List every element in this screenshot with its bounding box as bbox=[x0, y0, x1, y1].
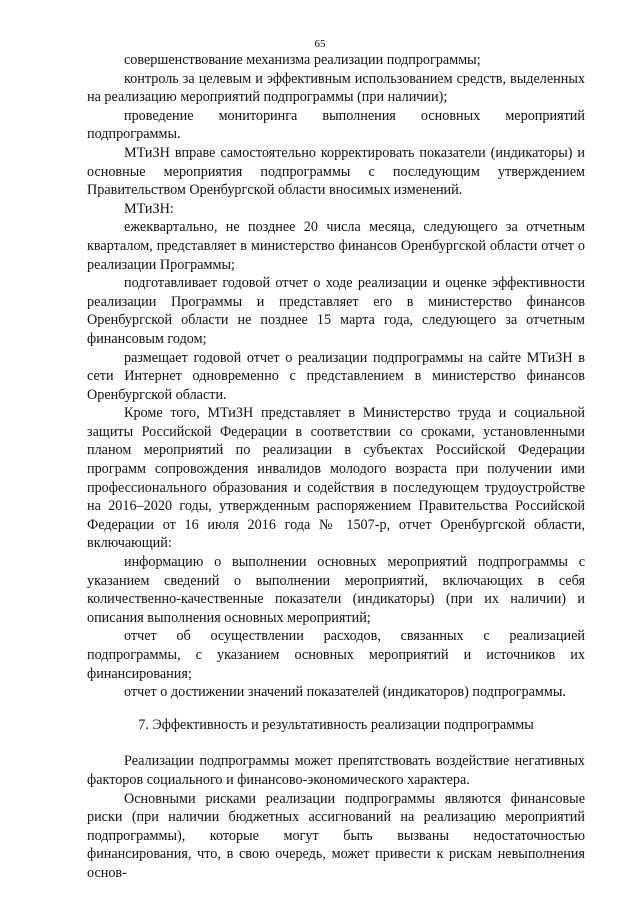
paragraph: ежеквартально, не позднее 20 числа месяца, следующего за отчетным кварталом, представляет в министерство финансов Оренбургской области отчет о реализации Программы; bbox=[87, 219, 585, 273]
paragraph: совершенствование механизма реализации подпрограммы; bbox=[124, 52, 481, 68]
paragraph: Реализации подпрограммы может препятствовать воздействие негативных факторов социального и финансово-экономического характера. bbox=[87, 753, 585, 788]
page-number: 65 bbox=[314, 38, 326, 50]
document-body bbox=[87, 51, 585, 883]
section-heading: 7. Эффективность и результативность реализации подпрограммы bbox=[138, 716, 534, 733]
paragraph: МТиЗН вправе самостоятельно корректировать показатели (индикаторы) и основные мероприятия подпрограммы с последующим утверждением Правительством Оренбургской области вносимых изменений. bbox=[87, 144, 585, 199]
paragraph: отчет об осуществлении расходов, связанных с реализацией подпрограммы, с указанием основных мероприятий и источников их финансирования; bbox=[87, 628, 585, 682]
paragraph: МТиЗН: bbox=[124, 200, 174, 217]
paragraph: Кроме того, МТиЗН представляет в Министерство труда и социальной защиты Российской Федерации в соответствии со сроками, установленными планом мероприятий по реализации в субъектах Российской Федерации программ сопровождения инвалидов молодого возраста при получении ими профессионального образования и содействия в последующем трудоустройстве на 2016–2020 годы, утвержденным распоряжением Правительства Российской Федерации от 16 июля 2016 года № 1507-р, отчет Оренбургской области, включающий: bbox=[87, 405, 585, 552]
paragraph: контроль за целевым и эффективным использованием средств, выделенных на реализацию мероприятий подпрограммы (при наличии); bbox=[87, 70, 585, 106]
paragraph: подготавливает годовой отчет о ходе реализации и оценке эффективности реализации Программы и представляет его в министерство финансов Оренбургской области не позднее 15 марта года, следующего за отчетным финансовым годом; bbox=[87, 275, 585, 347]
paragraph: проведение мониторинга выполнения основных мероприятий подпрограммы. bbox=[87, 107, 585, 143]
paragraph: информацию о выполнении основных мероприятий подпрограммы с указанием сведений о выполнении мероприятий, включающих в себя количественно-качественные показатели (индикаторы) (при их наличии) и описания выполнения основных мероприятий; bbox=[87, 554, 585, 626]
spacer bbox=[87, 734, 585, 752]
paragraph: размещает годовой отчет о реализации подпрограммы на сайте МТиЗН в сети Интернет одновременно с представлением в министерство финансов Оренбургской области. bbox=[87, 349, 585, 403]
paragraph: отчет о достижении значений показателей (индикаторов) подпрограммы. bbox=[124, 684, 566, 701]
paragraph: Основными рисками реализации подпрограммы являются финансовые риски (при наличии бюджетных ассигнований на реализацию мероприятий подпрограммы), которые могут быть вызваны недостаточностью финансирования, что, в свою очередь, может привести к рискам невыполнения основ- bbox=[87, 790, 585, 881]
